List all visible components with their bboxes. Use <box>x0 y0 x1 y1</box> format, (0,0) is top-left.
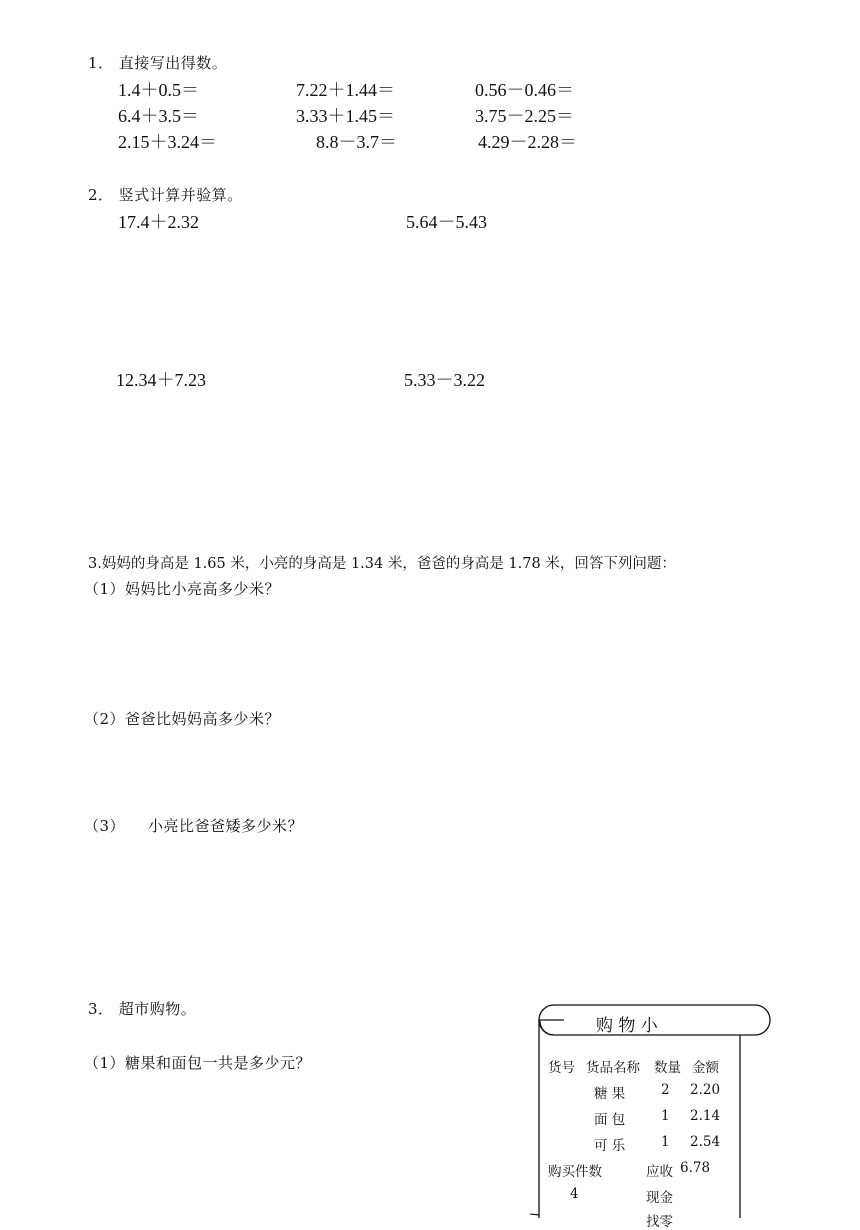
q1-r1-c2: 7.22＋1.44＝ <box>296 80 395 100</box>
q1-r3-c3: 4.29－2.28＝ <box>478 132 577 152</box>
q3-stem: 3.妈妈的身高是 1.65 米，小亮的身高是 1.34 米，爸爸的身高是 1.78 米，回答下列问题： <box>88 556 676 572</box>
receipt-header-name: 货品名称 <box>586 1060 640 1076</box>
receipt-item-qty: 1 <box>661 1108 670 1124</box>
q3-sub3-text: 小亮比爸爸矮多少米？ <box>148 817 304 835</box>
q1-r2-c1: 6.4＋3.5＝ <box>118 106 199 126</box>
receipt-due-label: 应收 <box>646 1164 673 1180</box>
receipt-item-amount: 2.14 <box>690 1108 721 1124</box>
q2-item-3: 12.34＋7.23 <box>116 370 206 390</box>
q1-title: 1． 直接写出得数。 <box>88 54 228 72</box>
receipt-due-value: 6.78 <box>680 1160 711 1176</box>
q1-r3-c2: 8.8－3.7＝ <box>316 132 397 152</box>
receipt-header-amount: 金额 <box>692 1060 719 1076</box>
q2-item-1: 17.4＋2.32 <box>118 212 199 232</box>
receipt-count-value: 4 <box>570 1186 579 1202</box>
receipt-item-name: 面 包 <box>594 1112 626 1128</box>
receipt-item-qty: 1 <box>661 1134 670 1150</box>
q2-item-4: 5.33－3.22 <box>404 370 485 390</box>
q1-r3-c1: 2.15＋3.24＝ <box>118 132 217 152</box>
q1-r1-c1: 1.4＋0.5＝ <box>118 80 199 100</box>
receipt-header-id: 货号 <box>548 1060 575 1076</box>
q1-r2-c2: 3.33＋1.45＝ <box>296 106 395 126</box>
receipt-item-name: 可 乐 <box>594 1138 626 1154</box>
q4-title: 3． 超市购物。 <box>88 1000 197 1018</box>
receipt-cash-label: 现金 <box>646 1190 673 1206</box>
receipt-change-label: 找零 <box>646 1214 673 1230</box>
receipt-item-amount: 2.20 <box>690 1082 721 1098</box>
receipt-item-qty: 2 <box>661 1082 670 1098</box>
receipt-item-name: 糖 果 <box>594 1086 626 1102</box>
q1-r2-c3: 3.75－2.25＝ <box>475 106 574 126</box>
q3-sub2: （2）爸爸比妈妈高多少米？ <box>84 710 281 728</box>
q4-sub1: （1）糖果和面包一共是多少元？ <box>84 1054 312 1072</box>
q3-sub3-number: （3） <box>84 817 126 835</box>
receipt-count-label: 购买件数 <box>548 1164 602 1180</box>
q3-sub1: （1）妈妈比小亮高多少米？ <box>84 580 281 598</box>
q2-item-2: 5.64－5.43 <box>406 212 487 232</box>
receipt-title: 购 物 小 <box>596 1016 658 1036</box>
receipt-item-amount: 2.54 <box>690 1134 721 1150</box>
receipt-header-qty: 数量 <box>654 1060 681 1076</box>
q2-title: 2． 竖式计算并验算。 <box>88 186 243 204</box>
q1-r1-c3: 0.56－0.46＝ <box>475 80 574 100</box>
